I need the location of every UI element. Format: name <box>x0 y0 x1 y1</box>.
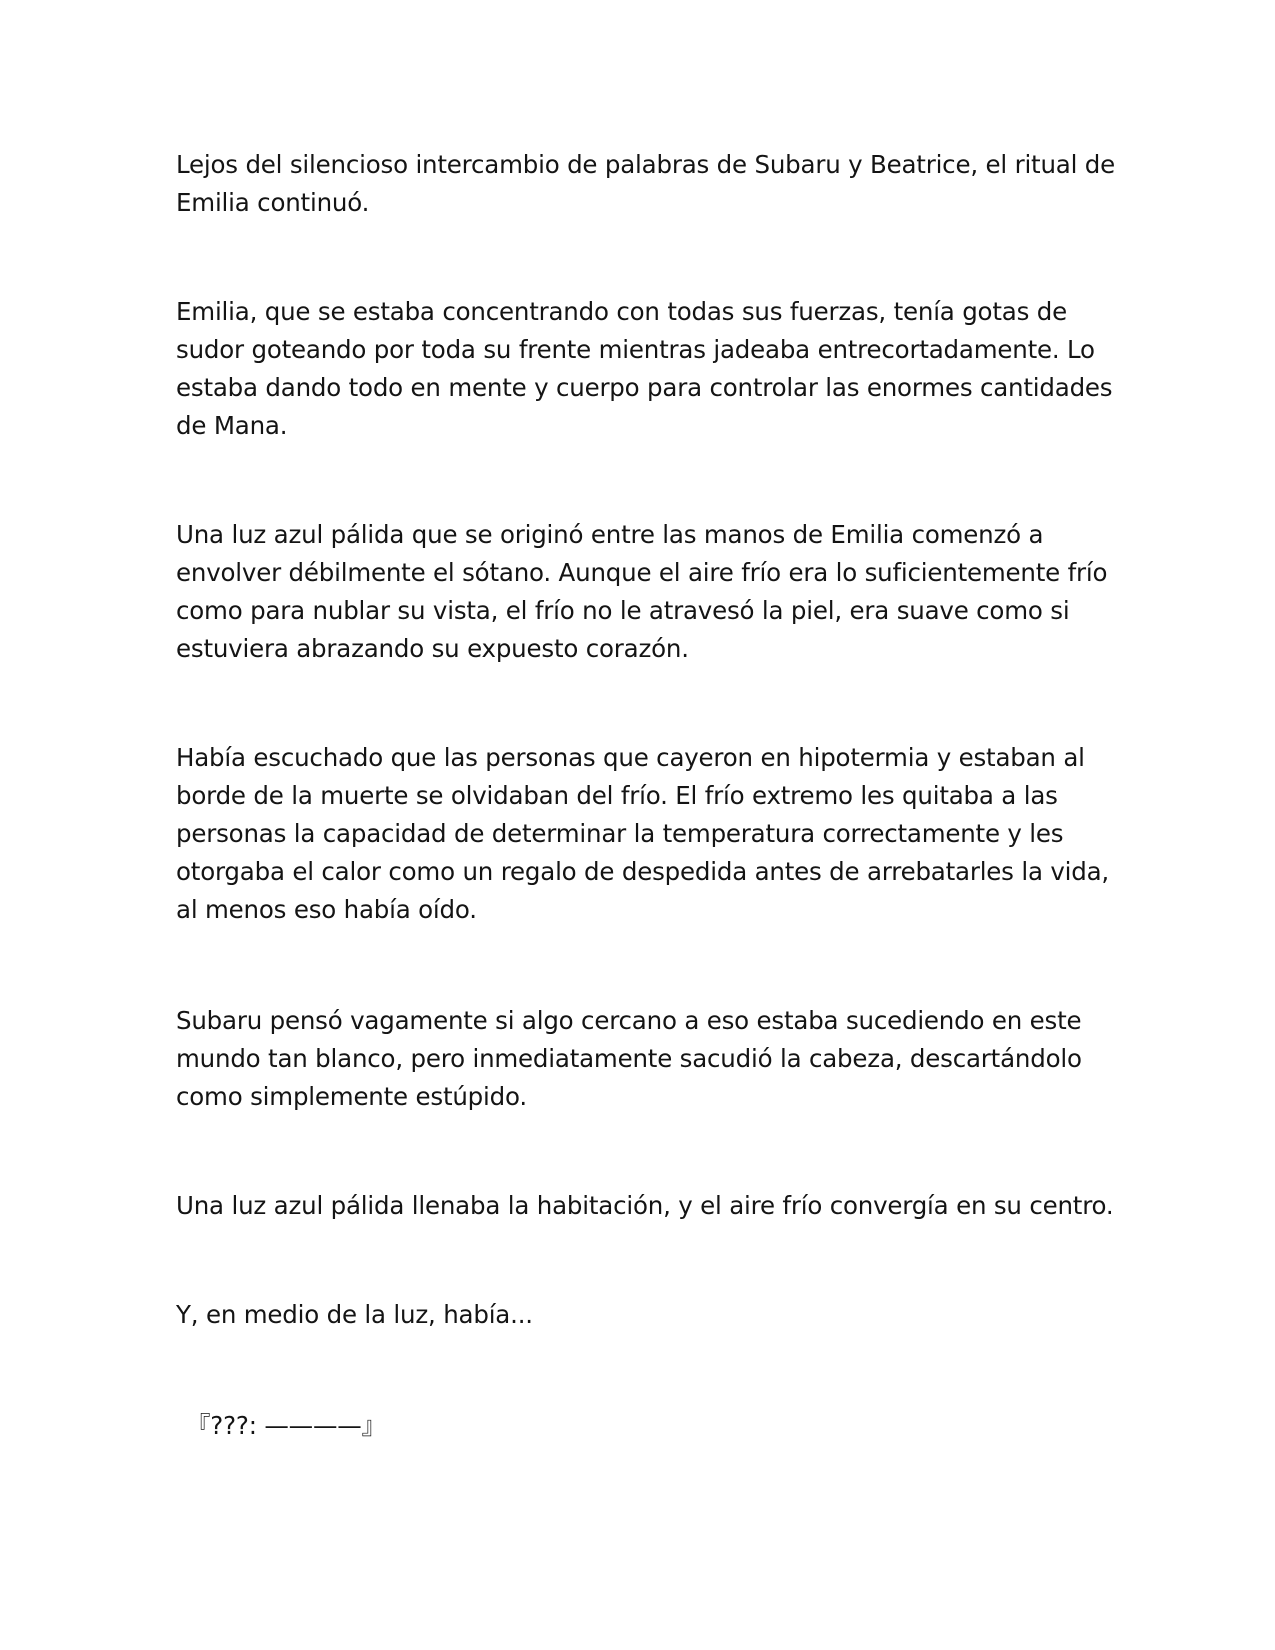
text-line: Emilia, que se estaba concentrando con todas sus fuerzas, tenía gotas de <box>176 297 1067 326</box>
text-line: Emilia continuó. <box>176 188 370 217</box>
paragraph <box>176 739 1110 929</box>
text-line: Lejos del silencioso intercambio de palabras de Subaru y Beatrice, el ritual de <box>176 150 1116 179</box>
text-line: estuviera abrazando su expuesto corazón. <box>176 634 689 663</box>
paragraph <box>176 1002 1096 1116</box>
text-line: de Mana. <box>176 411 288 440</box>
text-line: mundo tan blanco, pero inmediatamente sacudió la cabeza, descartándolo <box>176 1044 1082 1073</box>
text-line: otorgaba el calor como un regalo de despedida antes de arrebatarles la vida, <box>176 857 1110 886</box>
dialogue-line <box>186 1407 1106 1445</box>
paragraph <box>176 146 1116 222</box>
text-line: Una luz azul pálida que se originó entre las manos de Emilia comenzó a <box>176 520 1044 549</box>
paragraph <box>176 516 1108 668</box>
text-line: Una luz azul pálida llenaba la habitación, y el aire frío convergía en su centro. <box>176 1191 1114 1220</box>
text-line: borde de la muerte se olvidaban del frío. El frío extremo les quitaba a las <box>176 781 1058 810</box>
text-line: estaba dando todo en mente y cuerpo para controlar las enormes cantidades <box>176 373 1113 402</box>
text-line: 『???: ————』 <box>186 1411 386 1440</box>
paragraph <box>176 1296 1096 1334</box>
paragraph <box>176 1187 1114 1225</box>
text-line: Había escuchado que las personas que cayeron en hipotermia y estaban al <box>176 743 1085 772</box>
text-line: Subaru pensó vagamente si algo cercano a eso estaba sucediendo en este <box>176 1006 1082 1035</box>
text-line: como simplemente estúpido. <box>176 1082 527 1111</box>
text-line: como para nublar su vista, el frío no le atravesó la piel, era suave como si <box>176 596 1070 625</box>
paragraph <box>176 293 1113 445</box>
text-line: personas la capacidad de determinar la temperatura correctamente y les <box>176 819 1064 848</box>
text-line: al menos eso había oído. <box>176 895 477 924</box>
text-line: sudor goteando por toda su frente mientras jadeaba entrecortadamente. Lo <box>176 335 1095 364</box>
text-line: envolver débilmente el sótano. Aunque el aire frío era lo suficientemente frío <box>176 558 1108 587</box>
text-line: Y, en medio de la luz, había... <box>176 1300 533 1329</box>
